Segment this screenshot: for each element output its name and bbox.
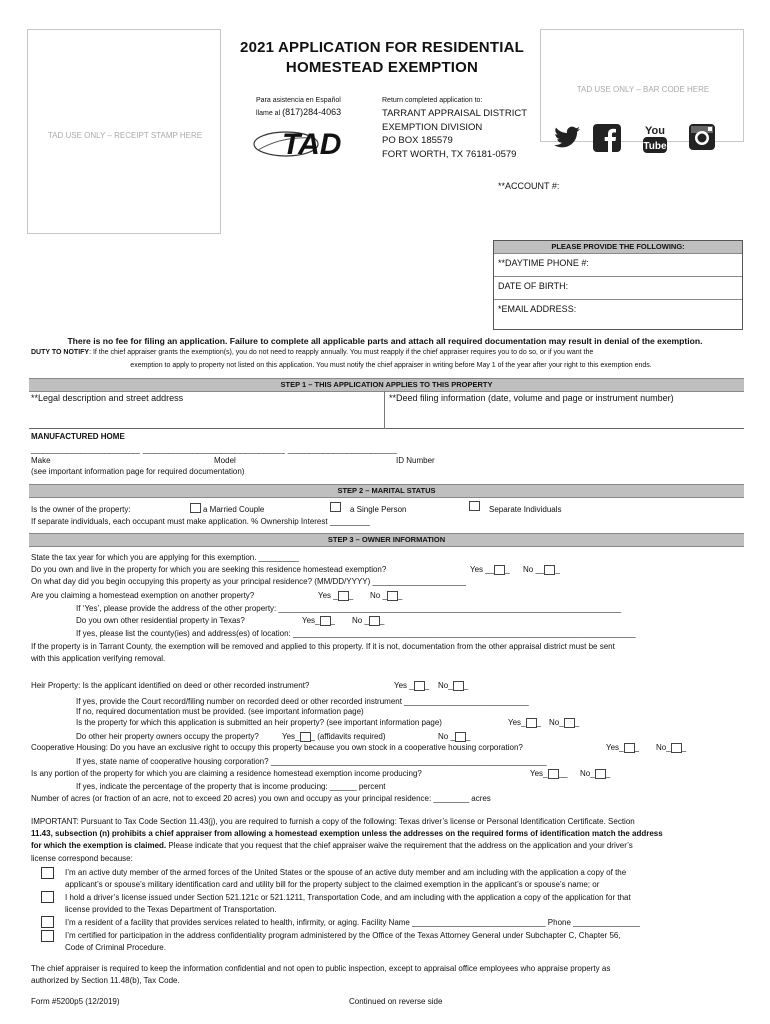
confidentiality-line-1: The chief appraiser is required to keep the information confidential and not open to public inspection, except to appraisal office employees who appraise property as bbox=[31, 964, 611, 973]
waiver-checkbox-license[interactable] bbox=[41, 891, 54, 903]
barcode-stamp-label: TAD USE ONLY – BAR CODE HERE bbox=[576, 85, 710, 94]
other-residential-question: Do you own other residential property in Texas? bbox=[76, 616, 245, 625]
other-property-address-line[interactable]: If ‘Yes’, please provide the address of the other property: _____________________________________________________________________________ bbox=[76, 604, 622, 613]
address-line: FORT WORTH, TX 76181-0579 bbox=[382, 148, 517, 160]
important-line-3-bold: for which the exemption is claimed. bbox=[31, 841, 167, 851]
instagram-icon[interactable] bbox=[688, 123, 716, 151]
deed-filing-field[interactable]: **Deed filing information (date, volume and page or instrument number) bbox=[389, 393, 674, 403]
checkbox[interactable] bbox=[300, 732, 311, 742]
documentation-note: If no, required documentation must be provided. (see important information page) bbox=[76, 707, 364, 716]
checkbox[interactable] bbox=[595, 769, 606, 779]
other-residential-no[interactable]: No _ _ bbox=[352, 616, 385, 625]
occupy-date-line: On what day did you begin occupying this property as your principal residence? (MM/DD/YYYY) _____________________ bbox=[31, 577, 466, 586]
waiver-option-facility bbox=[65, 917, 745, 929]
svg-text:You: You bbox=[645, 125, 665, 137]
make-label: Make bbox=[31, 456, 51, 465]
cooperative-name-line[interactable]: If yes, state name of cooperative housing corporation? ______________________________________________________________ bbox=[76, 757, 547, 766]
form-number: Form #5200p5 (12/2019) bbox=[31, 997, 120, 1006]
acres-line[interactable]: Number of acres (or fraction of an acre, not to exceed 20 acres) you own and occupy as your principal residence: ________ acres bbox=[31, 794, 491, 803]
single-person-checkbox[interactable] bbox=[330, 502, 341, 512]
own-and-live-question: Do you own and live in the property for which you are seeking this residence homestead exemption? bbox=[31, 565, 387, 574]
cooperative-yes[interactable]: Yes_ _ bbox=[606, 743, 639, 752]
account-number-field[interactable] bbox=[570, 180, 740, 192]
no-label: No bbox=[352, 616, 363, 625]
checkbox[interactable] bbox=[564, 718, 575, 728]
address-line: TARRANT APPRAISAL DISTRICT bbox=[382, 108, 527, 119]
no-label: No bbox=[656, 743, 667, 752]
checkbox[interactable] bbox=[387, 591, 398, 601]
youtube-icon[interactable] bbox=[642, 122, 668, 154]
cooperative-no[interactable]: No_ _ bbox=[656, 743, 687, 752]
tad-logo bbox=[252, 124, 352, 162]
yes-label: Yes bbox=[282, 732, 296, 741]
yes-label: Yes bbox=[606, 743, 620, 752]
important-line-3-text: Please indicate that you request that the chief appraiser waive the requirement that the address on the application and your driver’s bbox=[166, 841, 633, 851]
yes-label: Yes bbox=[302, 616, 316, 625]
no-label: No bbox=[549, 718, 560, 727]
income-producing-question: Is any portion of the property for which you are claiming a residence homestead exemption income producing? bbox=[31, 769, 422, 778]
no-label: No bbox=[370, 591, 381, 600]
option-line: I’m certified for participation in the address confidentiality program administered by the Office of the Texas Attorney General under Subchapter C, Chapter 56, bbox=[65, 931, 621, 940]
heir-submitted-yes[interactable]: Yes_ _ bbox=[508, 718, 541, 727]
waiver-checkbox-facility[interactable] bbox=[41, 916, 54, 928]
twitter-icon[interactable] bbox=[553, 126, 581, 150]
svg-text:Tube: Tube bbox=[643, 141, 667, 152]
heir-occupy-question: Do other heir property owners occupy the property? bbox=[76, 732, 259, 741]
continued-note: Continued on reverse side bbox=[349, 997, 443, 1006]
no-label: No bbox=[438, 681, 449, 690]
date-of-birth-field[interactable]: DATE OF BIRTH: bbox=[494, 277, 742, 300]
id-number-label: ID Number bbox=[396, 456, 435, 465]
see-info-note: (see important information page for required documentation) bbox=[31, 467, 245, 476]
waiver-checkbox-military[interactable] bbox=[41, 867, 54, 879]
option-line: applicant’s or spouse’s military identification card and utility bill for the property subject to the claimed exemption in the applicant’s or spouse’s name; or bbox=[65, 880, 600, 890]
manufactured-home-blanks[interactable]: _______________________ ______________________________ _______________________ bbox=[31, 445, 397, 454]
no-label: No bbox=[523, 565, 534, 574]
duty-text: : If the chief appraiser grants the exemption(s), you do not need to reapply annually. You must reapply if the chief appraiser requires you to do so, or if you want the bbox=[89, 349, 594, 356]
yes-label: Yes bbox=[470, 565, 484, 574]
tarrant-county-note-1: If the property is in Tarrant County, the exemption will be removed and applied to this property. If it is not, documentation from the other appraisal district must be sent bbox=[31, 642, 615, 651]
checkbox[interactable] bbox=[624, 743, 635, 753]
duty-label: DUTY TO NOTIFY bbox=[31, 349, 90, 356]
yes-label: Yes bbox=[530, 769, 544, 778]
title-line-2: HOMESTEAD EXEMPTION bbox=[285, 59, 479, 76]
checkbox[interactable] bbox=[369, 616, 380, 626]
option-line: Code of Criminal Procedure. bbox=[65, 943, 166, 953]
option-line: I hold a driver’s license issued under Section 521.121c or 521.1211, Transportation Code, and am including with the application a copy of the application for that bbox=[65, 893, 631, 902]
waiver-checkbox-confidentiality[interactable] bbox=[41, 930, 54, 942]
address-line: PO BOX 185579 bbox=[382, 135, 453, 146]
model-label: Model bbox=[214, 456, 236, 465]
important-paragraph bbox=[31, 816, 746, 865]
contact-header: PLEASE PROVIDE THE FOLLOWING: bbox=[494, 241, 742, 254]
other-residential-yes[interactable]: Yes_ _ bbox=[302, 616, 335, 625]
tax-year-line: State the tax year for which you are applying for this exemption. _________ bbox=[31, 553, 299, 562]
important-line-4: license correspond because: bbox=[31, 853, 133, 863]
duty-to-notify bbox=[31, 348, 751, 357]
cooperative-housing-question: Cooperative Housing: Do you have an exclusive right to occupy this property because you own stock in a cooperative housing corporation? bbox=[31, 743, 523, 752]
court-record-line[interactable]: If yes, provide the Court record/filing number on recorded deed or other recorded instrument ____________________________ bbox=[76, 697, 529, 706]
other-homestead-yes[interactable]: Yes _ _ bbox=[318, 591, 354, 600]
tarrant-county-note-2: with this application verifying removal. bbox=[31, 654, 166, 663]
step1-section bbox=[29, 391, 744, 429]
step1-divider bbox=[384, 391, 385, 429]
checkbox[interactable] bbox=[338, 591, 349, 601]
tad-logo-text: TAD bbox=[282, 128, 342, 161]
option-line: license provided to the Texas Department of Transportation. bbox=[65, 905, 277, 915]
checkbox[interactable] bbox=[526, 718, 537, 728]
own-live-no[interactable]: No __ _ bbox=[523, 565, 560, 574]
spanish-line-2 bbox=[256, 108, 341, 118]
confidentiality-note bbox=[31, 963, 746, 987]
own-live-yes[interactable]: Yes __ _ bbox=[470, 565, 510, 574]
heir-property-question: Heir Property: Is the applicant identified on deed or other recorded instrument? bbox=[31, 681, 310, 690]
married-couple-label: a Married Couple bbox=[203, 505, 265, 514]
spanish-phone: (817)284-4063 bbox=[282, 107, 342, 117]
duty-text-2: exemption to apply to property not listed on this application. You must notify the chief appraiser in writing before May 1 of the year after your right to this exemption ends. bbox=[130, 362, 652, 369]
checkbox[interactable] bbox=[455, 732, 466, 742]
waiver-option-confidentiality bbox=[65, 930, 745, 954]
checkbox[interactable] bbox=[494, 565, 505, 575]
separate-individuals-label: Separate Individuals bbox=[489, 505, 562, 514]
contact-box bbox=[493, 240, 743, 330]
receipt-stamp-label: TAD USE ONLY – RECEIPT STAMP HERE bbox=[47, 131, 203, 140]
no-label: No bbox=[580, 769, 591, 778]
heir-property-yes[interactable]: Yes _ _ bbox=[394, 681, 430, 690]
title-line-1: 2021 APPLICATION FOR RESIDENTIAL bbox=[240, 39, 524, 56]
separate-individuals-checkbox[interactable] bbox=[469, 501, 480, 511]
step1-header: STEP 1 – THIS APPLICATION APPLIES TO THIS PROPERTY bbox=[29, 378, 744, 392]
no-label: No bbox=[438, 732, 449, 741]
checkbox[interactable] bbox=[544, 565, 555, 575]
income-percent-line[interactable]: If yes, indicate the percentage of the property that is income producing: ______ percent bbox=[76, 782, 386, 791]
income-producing-yes[interactable]: Yes_ __ bbox=[530, 769, 568, 778]
spanish-line-1: Para asistencia en Español bbox=[256, 97, 341, 104]
important-line-1: IMPORTANT: Pursuant to Tax Code Section 11.43(j), you are required to furnish a copy of the following: Texas driver’s license or Personal Identification Certificate. Section bbox=[31, 817, 635, 826]
email-address-field[interactable]: *EMAIL ADDRESS: bbox=[498, 304, 577, 314]
facebook-icon[interactable] bbox=[593, 124, 621, 152]
no-fee-notice: There is no fee for filing an application. Failure to complete all applicable parts and attach all required documentation may result in denial of the exemption. bbox=[67, 336, 703, 346]
married-couple-checkbox[interactable] bbox=[190, 503, 201, 513]
address-line: EXEMPTION DIVISION bbox=[382, 121, 483, 133]
manufactured-home-title: MANUFACTURED HOME bbox=[31, 432, 125, 441]
option-line: I’m a resident of a facility that provides services related to health, infirmity, or aging. Facility Name ______________________________ Phone _______________ bbox=[65, 918, 640, 927]
account-number-label: **ACCOUNT #: bbox=[498, 181, 560, 191]
single-person-label: a Single Person bbox=[350, 505, 407, 514]
option-line: I’m an active duty member of the armed forces of the United States or the spouse of an active duty member and am including with the application a copy of the bbox=[65, 868, 627, 877]
spanish-prefix: llame al bbox=[256, 110, 281, 117]
important-line-3 bbox=[31, 840, 746, 852]
other-homestead-question: Are you claiming a homestead exemption on another property? bbox=[31, 591, 255, 600]
heir-occupy-yes[interactable]: Yes_ _ (affidavits required) bbox=[282, 732, 386, 741]
heir-submitted-no[interactable]: No_ _ bbox=[549, 718, 580, 727]
receipt-stamp-box bbox=[27, 29, 221, 234]
step3-header: STEP 3 – OWNER INFORMATION bbox=[29, 533, 744, 547]
waiver-option-license bbox=[65, 892, 745, 916]
checkbox[interactable] bbox=[548, 769, 559, 779]
owner-question: Is the owner of the property: bbox=[31, 505, 131, 514]
checkbox[interactable] bbox=[414, 681, 425, 691]
heir-property-no[interactable]: No_ _ bbox=[438, 681, 469, 690]
checkbox[interactable] bbox=[453, 681, 464, 691]
important-line-2: 11.43, subsection (n) prohibits a chief appraiser from allowing a homestead exemption unless the addresses on the required forms of identification match the address bbox=[31, 829, 663, 839]
yes-label: Yes bbox=[394, 681, 408, 690]
separate-note: If separate individuals, each occupant must make application. % Ownership Interest _________ bbox=[31, 517, 370, 526]
confidentiality-line-2: authorized by Section 11.48(b), Tax Code. bbox=[31, 976, 180, 986]
return-label: Return completed application to: bbox=[382, 97, 483, 104]
step2-header: STEP 2 – MARITAL STATUS bbox=[29, 484, 744, 498]
other-homestead-no[interactable]: No _ _ bbox=[370, 591, 403, 600]
waiver-option-military bbox=[65, 867, 745, 891]
yes-label: Yes bbox=[508, 718, 522, 727]
income-producing-no[interactable]: No_ _ bbox=[580, 769, 611, 778]
legal-description-field[interactable]: **Legal description and street address bbox=[31, 393, 184, 403]
page-title bbox=[222, 38, 542, 78]
daytime-phone-field[interactable]: **DAYTIME PHONE #: bbox=[494, 254, 742, 277]
heir-submitted-question: Is the property for which this application is submitted an heir property? (see important information page) bbox=[76, 718, 442, 727]
mailing-address bbox=[382, 107, 527, 161]
checkbox[interactable] bbox=[320, 616, 331, 626]
yes-label: Yes bbox=[318, 591, 332, 600]
checkbox[interactable] bbox=[671, 743, 682, 753]
affidavit-note: (affidavits required) bbox=[317, 732, 386, 741]
county-address-line[interactable]: If yes, please list the county(ies) and address(es) of location: _____________________________________________________________________________ bbox=[76, 629, 636, 638]
heir-occupy-no[interactable]: No _ _ bbox=[438, 732, 471, 741]
